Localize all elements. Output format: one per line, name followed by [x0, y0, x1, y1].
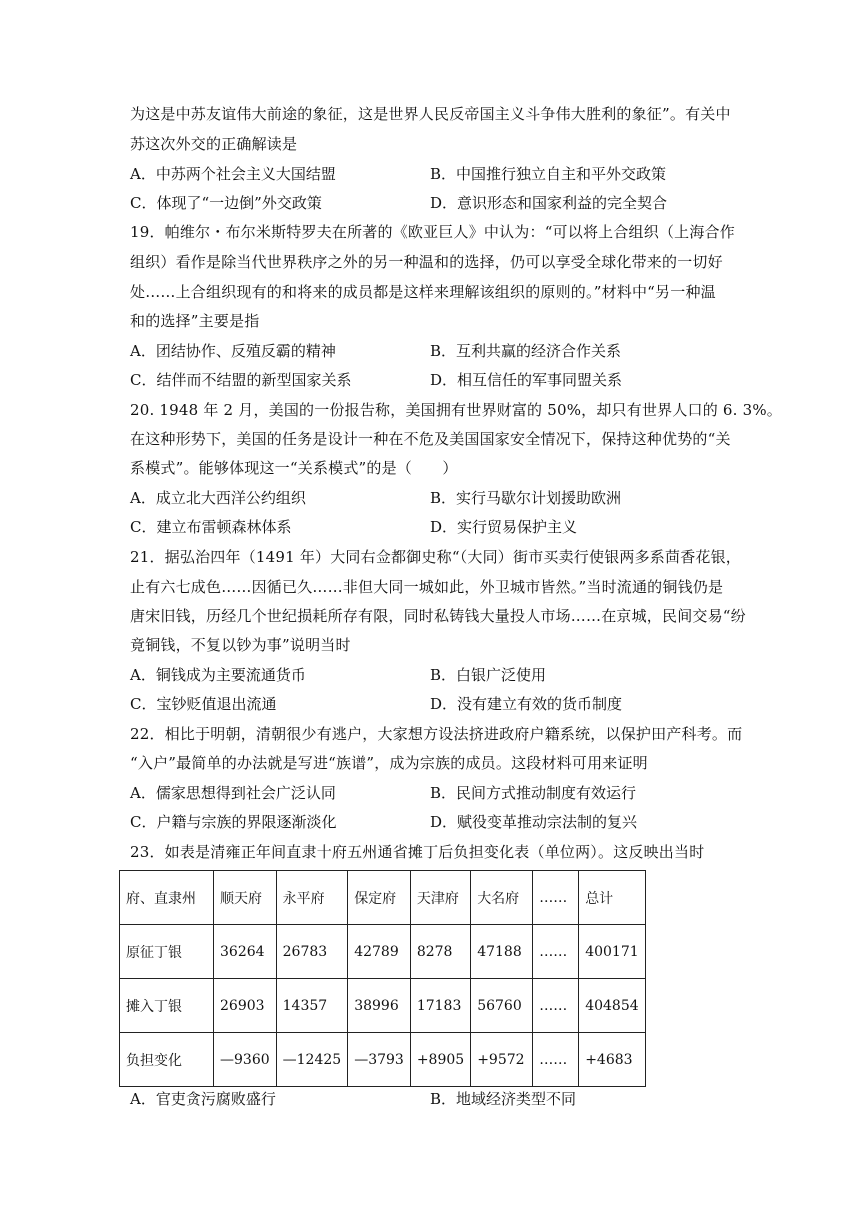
- q18-option-c: C．体现了“一边倒”外交政策: [130, 194, 322, 212]
- q19-stem-line-3: 处……上合组织现有的和将来的成员都是这样来理解该组织的原则的。”材料中“另一种温: [130, 283, 716, 301]
- q23-option-b: B．地域经济类型不同: [430, 1090, 577, 1108]
- table-cell: 8278: [410, 925, 470, 979]
- table-cell: ……: [533, 925, 579, 979]
- table-header-cell: 总计: [579, 871, 645, 925]
- table-cell: ……: [533, 1033, 579, 1087]
- table-header-cell: 大名府: [471, 871, 533, 925]
- q20-stem-line-3: 系模式”。能够体现这一“关系模式”的是（ ）: [130, 459, 458, 477]
- q23-stem: 23．如表是清雍正年间直隶十府五州通省摊丁后负担变化表（单位两）。这反映出当时: [130, 843, 705, 861]
- q21-stem-line-2: 止有六七成色……因循已久……非但大同一城如此，外卫城市皆然。”当时流通的铜钱仍是: [130, 578, 724, 596]
- q20-stem-line-1: 20. 1948 年 2 月，美国的一份报告称，美国拥有世界财富的 50%，却只有世界人口的 6. 3%。: [130, 401, 782, 419]
- table-cell: +4683: [579, 1033, 645, 1087]
- table-cell: 36264: [214, 925, 277, 979]
- table-cell: 17183: [410, 979, 470, 1033]
- q19-option-c: C．结伴而不结盟的新型国家关系: [130, 371, 352, 389]
- table-row: [120, 925, 646, 979]
- q21-option-d: D．没有建立有效的货币制度: [430, 695, 623, 713]
- q22-option-c: C．户籍与宗族的界限逐渐淡化: [130, 813, 337, 831]
- q19-stem-line-2: 组织）看作是除当代世界秩序之外的另一种温和的选择，仍可以享受全球化带来的一切好: [130, 253, 723, 271]
- q18-option-d: D．意识形态和国家利益的完全契合: [430, 194, 668, 212]
- table-cell: 26783: [276, 925, 348, 979]
- table-header-cell: 天津府: [410, 871, 470, 925]
- table-row: [120, 1033, 646, 1087]
- q21-stem-line-3: 唐宋旧钱，历经几个世纪损耗所存有限，同时私铸钱大量投人市场……在京城，民间交易“纷: [130, 607, 746, 625]
- table-cell: —12425: [276, 1033, 348, 1087]
- q20-stem-line-2: 在这种形势下，美国的任务是设计一种在不危及美国国家安全情况下，保持这种优势的“关: [130, 430, 731, 448]
- q20-option-c: C．建立布雷顿森林体系: [130, 518, 292, 536]
- intro-line-2: 苏这次外交的正确解读是: [130, 135, 298, 153]
- table-cell: 26903: [214, 979, 277, 1033]
- q20-option-d: D．实行贸易保护主义: [430, 518, 578, 536]
- table-cell: 负担变化: [120, 1033, 214, 1087]
- table-header-cell: 顺天府: [214, 871, 277, 925]
- q22-option-d: D．赋役变革推动宗法制的复兴: [430, 813, 638, 831]
- table-header-cell: ……: [533, 871, 579, 925]
- q22-stem-line-2: “入户”最简单的办法就是写进“族谱”，成为宗族的成员。这段材料可用来证明: [130, 754, 648, 772]
- table-cell: 14357: [276, 979, 348, 1033]
- table-cell: 原征丁银: [120, 925, 214, 979]
- q22-option-a: A．儒家思想得到社会广泛认同: [130, 784, 336, 802]
- q22-option-b: B．民间方式推动制度有效运行: [430, 784, 637, 802]
- tax-burden-table: [119, 870, 646, 1087]
- table-cell: 47188: [471, 925, 533, 979]
- intro-line-1: 为这是中苏友谊伟大前途的象征，这是世界人民反帝国主义斗争伟大胜利的象征”。有关中: [130, 105, 731, 123]
- q21-option-a: A．铜钱成为主要流通货币: [130, 666, 306, 684]
- q20-option-a: A．成立北大西洋公约组织: [130, 489, 306, 507]
- q19-stem-line-1: 19．帕维尔・布尔米斯特罗夫在所著的《欧亚巨人》中认为：“可以将上合组织（上海合作: [130, 223, 735, 241]
- table-cell: 56760: [471, 979, 533, 1033]
- table-header-cell: 保定府: [348, 871, 411, 925]
- table-cell: +8905: [410, 1033, 470, 1087]
- q19-option-d: D．相互信任的军事同盟关系: [430, 371, 623, 389]
- table-cell: 404854: [579, 979, 645, 1033]
- q21-stem-line-1: 21．据弘治四年（1491 年）大同右佥都御史称“（大同）街市买卖行使银两多系茴香花银，: [130, 548, 742, 566]
- table-row: [120, 979, 646, 1033]
- q19-option-b: B．互利共赢的经济合作关系: [430, 342, 622, 360]
- q21-stem-line-4: 竟铜钱，不复以钞为事”说明当时: [130, 636, 351, 654]
- q20-option-b: B．实行马歇尔计划援助欧洲: [430, 489, 622, 507]
- table-header-row: [120, 871, 646, 925]
- table-cell: —9360: [214, 1033, 277, 1087]
- table-cell: 400171: [579, 925, 645, 979]
- q19-stem-line-4: 和的选择”主要是指: [130, 312, 260, 330]
- table-header-cell: 府、直隶州: [120, 871, 214, 925]
- table-cell: 摊入丁银: [120, 979, 214, 1033]
- q19-option-a: A．团结协作、反殖反霸的精神: [130, 342, 336, 360]
- q22-stem-line-1: 22．相比于明朝，清朝很少有逃户，大家想方设法挤进政府户籍系统，以保护田产科考。而: [130, 725, 743, 743]
- table-cell: 38996: [348, 979, 411, 1033]
- q18-option-b: B．中国推行独立自主和平外交政策: [430, 165, 667, 183]
- q18-option-a: A．中苏两个社会主义大国结盟: [130, 165, 336, 183]
- table-cell: —3793: [348, 1033, 411, 1087]
- table-cell: ……: [533, 979, 579, 1033]
- q23-option-a: A．官吏贪污腐败盛行: [130, 1090, 276, 1108]
- q21-option-c: C．宝钞贬值退出流通: [130, 695, 277, 713]
- table-cell: 42789: [348, 925, 411, 979]
- q21-option-b: B．白银广泛使用: [430, 666, 547, 684]
- table-header-cell: 永平府: [276, 871, 348, 925]
- table-cell: +9572: [471, 1033, 533, 1087]
